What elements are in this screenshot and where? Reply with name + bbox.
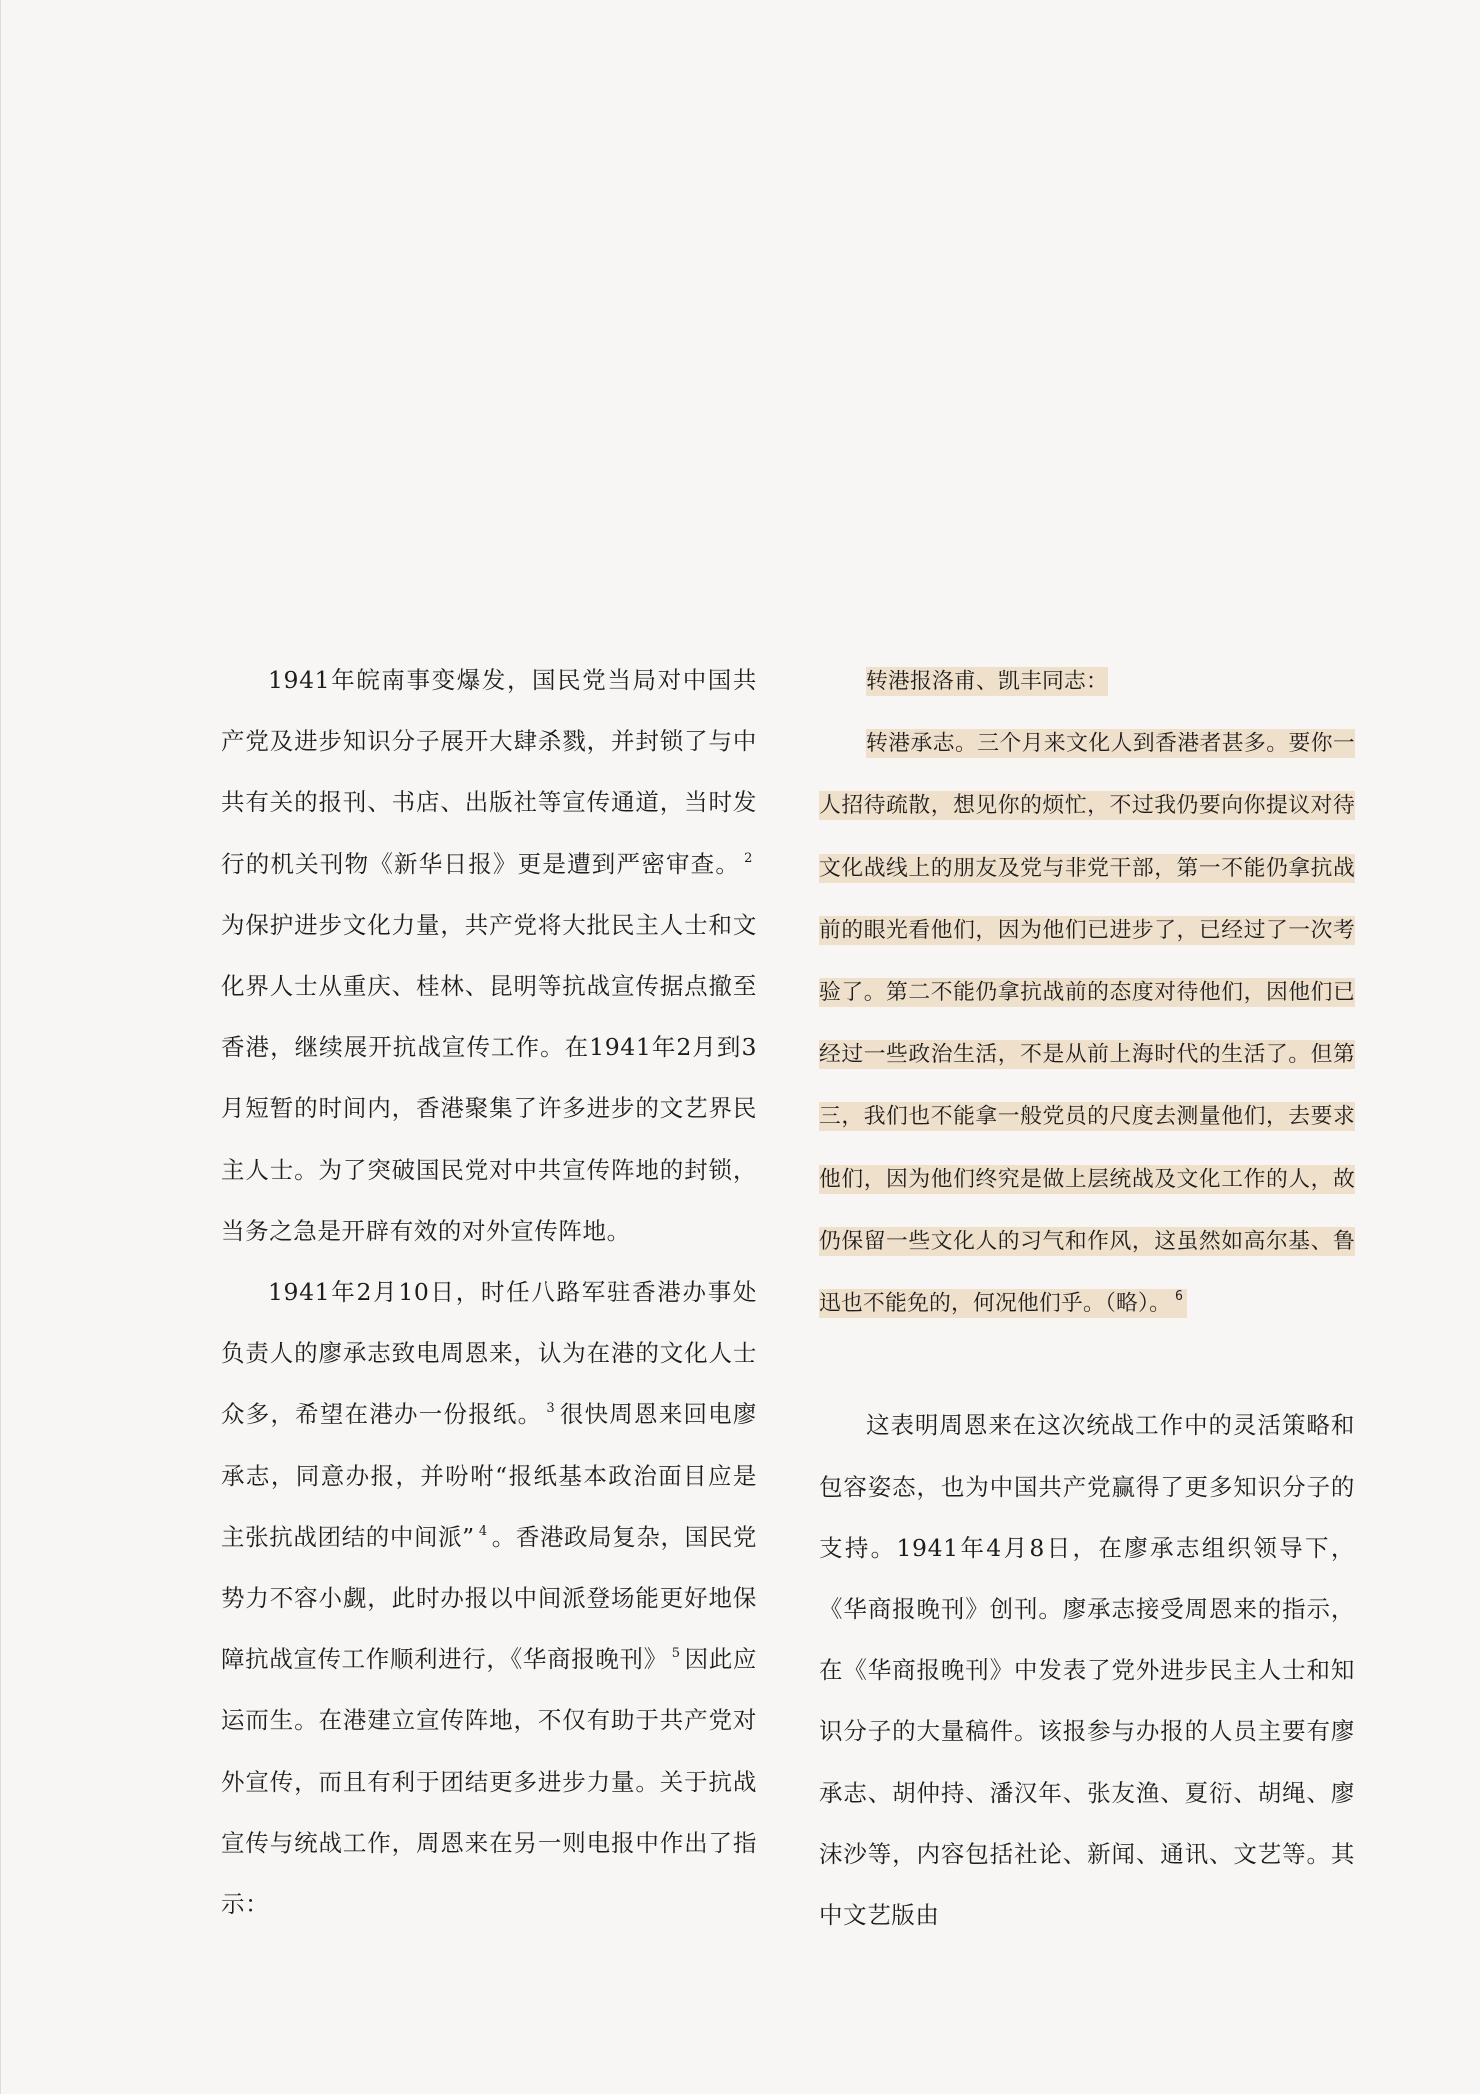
right-text-column	[819, 650, 1355, 1946]
body-paragraph-2: 1941年2月10日，时任八路军驻香港办事处负责人的廖承志致电周恩来，认为在港的文化人士众多，希望在港办一份报纸。 $^3$ 很快周恩来回电廖承志，同意办报，并吩咐“报纸基本政治面目应是主张抗战团结的中间派” $^4$ 。香港政局复杂，国民党势力不容小觑，此时办报以中间派登场能更好地保障抗战宣传工作顺利进行，《华商报晚刊》 $^5$ 因此应运而生。在港建立宣传阵地，不仅有助于共产党对外宣传，而且有利于团结更多进步力量。关于抗战宣传与统战工作，周恩来在另一则电报中作出了指示：	[221, 1278, 757, 1919]
footnote-ref-2: 2	[744, 850, 753, 866]
footnote-ref-4: 4	[478, 1523, 488, 1539]
telegram-quote-text: 转港承志。三个月来文化人到香港者甚多。要你一人招待疏散，想见你的烦忙，不过我仍要向你提议对待文化战线上的朋友及党与非党干部，第一不能仍拿抗战前的眼光看他们，因为他们已进步了，已经过了一次考验了。第二不能仍拿抗战前的态度对待他们，因他们已经过一些政治生活，不是从前上海时代的生活了。但第三，我们也不能拿一般党员的尺度去测量他们，去要求他们，因为他们终究是做上层统战及文化工作的人，故仍保留一些文化人的习气和作风，这虽然如高尔基、鲁迅也不能免的，何况他们乎。（略）。 $^6$	[819, 731, 1355, 1317]
footnote-ref-6: 6	[1175, 1289, 1184, 1305]
quote-salutation: 转港报洛甫、凯丰同志：	[866, 669, 1108, 694]
body-paragraph-3: 这表明周恩来在这次统战工作中的灵活策略和包容姿态，也为中国共产党赢得了更多知识分子的支持。1941年4月8日，在廖承志组织领导下，《华商报晚刊》创刊。廖承志接受周恩来的指示，在《华商报晚刊》中发表了党外进步民主人士和知识分子的大量稿件。该报参与办报的人员主要有廖承志、胡仲持、潘汉年、张友渔、夏衍、胡绳、廖沫沙等，内容包括社论、新闻、通讯、文艺等。其中文艺版由	[819, 1411, 1355, 1930]
left-text-column	[221, 650, 757, 1935]
body-paragraph-1: 1941年皖南事变爆发，国民党当局对中国共产党及进步知识分子展开大肆杀戮，并封锁了与中共有关的报刊、书店、出版社等宣传通道，当时发行的机关刊物《新华日报》更是遭到严密审查。 $^2$为保护进步文化力量，共产党将大批民主人士和文化界人士从重庆、桂林、昆明等抗战宣传据点撤至香港，继续展开抗战宣传工作。在1941年2月到3月短暂的时间内，香港聚集了许多进步的文艺界民主人士。为了突破国民党对中共宣传阵地的封锁，当务之急是开辟有效的对外宣传阵地。	[221, 666, 757, 1245]
footnote-ref-3: 3	[546, 1401, 556, 1417]
footnote-ref-5: 5	[671, 1646, 681, 1662]
telegram-quote	[819, 712, 1355, 1334]
